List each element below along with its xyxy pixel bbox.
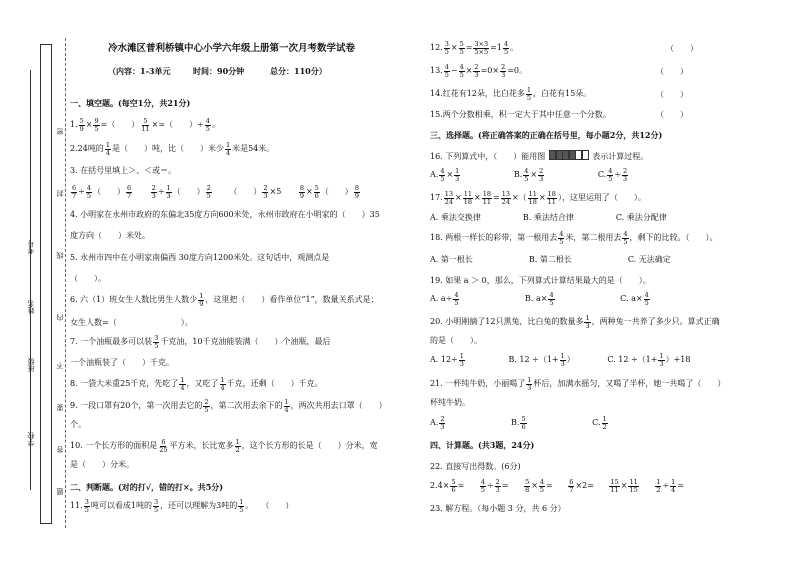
question-9-line-2: 个。 bbox=[70, 420, 86, 429]
label-class: 班级 bbox=[27, 358, 35, 372]
question-21-line-2: 杯纯牛奶。 bbox=[430, 398, 470, 407]
question-6-line-1: 6. 六（1）班女生人数比男生人数少 $\frac{1}{9}$ ，这里把（ ）看作单位“1”，数量关系式是： bbox=[70, 291, 379, 308]
section-4-heading: 四、计算题。(共3题，24分) bbox=[430, 440, 535, 450]
binding-frame bbox=[40, 44, 52, 524]
question-3: 3. 在括号里填上＞、＜或＝。 bbox=[70, 166, 177, 175]
subtitle-time: 时间：90分钟 bbox=[193, 66, 245, 76]
label-exam-number: 考号 bbox=[27, 240, 35, 254]
seal-char: 要 bbox=[56, 404, 64, 411]
question-18: 18. 两根一样长的彩带，第一根用去 $\frac{4}{5}$ 米，第二根用去 $\frac{4}{5}$ ，剩下的比较。（ ）。 bbox=[430, 229, 718, 246]
question-23: 23. 解方程。（每小题 3 分，共 6 分） bbox=[430, 504, 566, 513]
question-1: 1. $\frac{5}{9}$ × $\frac{9}{5}$ =（ ） $\frac{5}{11}$ ×=（ ）÷ $\frac{4}{5}$ 。 bbox=[70, 116, 220, 133]
seal-char: 密 bbox=[56, 128, 64, 135]
question-14: 14.红花有12朵，比白花多 $\frac{1}{5}$ ，白花有15朵。 bbox=[430, 85, 592, 102]
question-10-line-1: 10. 一个长方形的面积是 $\frac{6}{25}$ 平方米，长比宽多 $\frac{1}{2}$ ，这个长方形的长是（ ）分米，宽 bbox=[70, 437, 378, 454]
question-19: 19. 如果 a ＞ 0，那么，下列算式计算结果最大的是（ ）。 bbox=[430, 276, 651, 285]
label-school: 学校 bbox=[27, 432, 35, 446]
seal-line bbox=[65, 38, 66, 528]
question-14-answer[interactable]: （ ） bbox=[656, 90, 688, 99]
question-15: 15.两个分数相乘，积一定大于其中任意一个分数。 bbox=[430, 110, 611, 119]
seal-char: 封 bbox=[56, 190, 64, 197]
question-2: 2.24吨的 $\frac{1}{4}$ 是（ ）吨，比（ ）米少 $\frac{1}{4}$ 米是54米。 bbox=[70, 140, 275, 157]
question-13-answer[interactable]: （ ） bbox=[656, 67, 688, 76]
question-20-line-2: 的是（ ）。 bbox=[430, 336, 482, 345]
seal-char: 内 bbox=[56, 314, 64, 321]
subtitle-content: （内容：1-3单元 bbox=[108, 66, 171, 76]
question-15-answer[interactable]: （ ） bbox=[656, 110, 688, 119]
question-6-line-2: 女生人数=（ ）。 bbox=[70, 318, 193, 327]
question-18-options: A. 第一根长 B. 第二根长 C. 无法确定 bbox=[430, 255, 671, 264]
question-22-items: 2.4× $\frac{5}{6}$ = $\frac{4}{5}$ ÷ $\frac{2}{3}$ = $\frac{5}{8}$ × $\frac{4}{5}$ = $\frac{6}{7}$ ×2= $\frac{15}{11}$ × $\frac{11}{15}$ $\frac{1}{2}$ ÷ $\frac{1}{4}$ = bbox=[430, 477, 684, 494]
binding-rule bbox=[30, 70, 31, 490]
question-7-line-1: 7. 一个油瓶最多可以装 $\frac{3}{5}$ 千克油，10千克油能装满（ ）个油瓶，最后 bbox=[70, 333, 331, 350]
section-2-heading: 二、判断题。(对的打√，错的打×。共5分) bbox=[70, 482, 224, 492]
fraction-grid-figure bbox=[549, 150, 588, 164]
seal-char: 题 bbox=[56, 488, 64, 495]
seal-char: 线 bbox=[56, 252, 64, 259]
section-1-heading: 一、填空题。(每空1分，共21分) bbox=[70, 98, 191, 108]
section-3-heading: 三、选择题。(将正确答案的正确在括号里，每小题2分，共12分) bbox=[430, 130, 663, 140]
question-16-options: A. $\frac{4}{5}$ × $\frac{1}{3}$ B. $\frac{4}{5}$ × $\frac{2}{3}$ C. $\frac{4}{5}$ ÷ $\frac{2}{3}$ bbox=[430, 166, 628, 183]
question-19-options: A. a÷ $\frac{4}{5}$ B. a× $\frac{4}{5}$ C. a× $\frac{4}{5}$ bbox=[430, 290, 649, 307]
question-10-line-2: 是（ ）分米。 bbox=[70, 460, 134, 469]
question-12: 12. $\frac{3}{5}$ × $\frac{5}{5}$ = $\frac{3\times 3}{5\times 5}$ =1 $\frac{4}{5}$ 。 bbox=[430, 39, 519, 56]
question-16: 16. 下列算式中，（ ）能用图 表示计算过程。 bbox=[430, 150, 648, 164]
question-20-line-1: 20. 小明刚摘了12只黑兔，比白兔的数量多 $\frac{1}{3}$ ，两种兔一共养了多少只。算式正确 bbox=[430, 313, 720, 330]
seal-char: 不 bbox=[56, 362, 64, 369]
subtitle-score: 总分：110分） bbox=[270, 66, 327, 76]
label-name: 姓名 bbox=[27, 300, 35, 314]
question-17-options: A. 乘法交换律 B. 乘法结合律 C. 乘法分配律 bbox=[430, 213, 667, 222]
question-12-answer[interactable]: （ ） bbox=[666, 44, 698, 53]
question-20-options: A. 12÷ $\frac{1}{3}$ B. 12 ÷（1+ $\frac{1}{3}$ ） C. 12 ÷（1+ $\frac{1}{3}$ ）+18 bbox=[430, 351, 691, 368]
question-3-items: $\frac{6}{7}$ ÷ $\frac{4}{5}$ （ ） $\frac{6}{7}$ $\frac{2}{3}$ ÷ $\frac{1}{3}$ （ ） $\frac{2}{5}$ （ ） $\frac{2}{3}$ ×5 $\frac{8}{9}$ × $\frac{5}{6}$ （ ） $\frac{8}{9}$ bbox=[72, 183, 359, 200]
question-7-line-2: 一个油瓶装了（ ）千克。 bbox=[70, 358, 174, 367]
question-21-line-1: 21. 一杯纯牛奶，小丽喝了 $\frac{1}{3}$ 杯后，加满水摇匀，又喝了半杯，她一共喝了（ ） bbox=[430, 375, 726, 392]
question-4-line-1: 4. 小明家在永州市政府的东偏北35度方向600米处，永州市政府在小明家的（ ）35 bbox=[70, 210, 380, 219]
question-8: 8. 一袋大米重25千克，先吃了 $\frac{1}{4}$ ，又吃了 $\frac{1}{4}$ 千克，还剩（ ）千克。 bbox=[70, 375, 323, 392]
question-22: 22. 直接写出得数。(6分) bbox=[430, 462, 521, 471]
question-9-line-1: 9. 一段口罩有20个，第一次用去它的 $\frac{2}{5}$ ，第二次用去余下的 $\frac{1}{4}$ ，两次共用去口罩（ ） bbox=[70, 397, 387, 414]
question-13: 13. $\frac{4}{5}$ − $\frac{4}{5}$ × $\frac{2}{3}$ =0× $\frac{2}{3}$ =0。 bbox=[430, 62, 527, 79]
question-21-options: A. $\frac{2}{3}$ B. $\frac{5}{6}$ C. $\frac{1}{2}$ bbox=[430, 414, 607, 431]
question-11: 11. $\frac{3}{5}$ 吨可以看成1吨的 $\frac{3}{5}$ ，还可以理解为3吨的 $\frac{1}{5}$ 。 （ ） bbox=[70, 497, 294, 514]
question-17: 17. $\frac{13}{24}$ × $\frac{11}{18}$ × $\frac{18}{11}$ = $\frac{13}{24}$ ×（ $\frac{11}{18}$ × $\frac{18}{11}$ ），这里运用了（ ）。 bbox=[430, 189, 646, 206]
question-5-line-1: 5. 永州市四中在小明家南偏西 30度方向1200米处。这句话中，观测点是 bbox=[70, 253, 330, 262]
question-4-line-2: 度方向（ ）米处。 bbox=[70, 231, 150, 240]
question-5-line-2: （ ）。 bbox=[70, 274, 106, 283]
page-title: 冷水滩区普利桥镇中心小学六年级上册第一次月考数学试卷 bbox=[108, 43, 356, 54]
seal-char: 答 bbox=[56, 446, 64, 453]
